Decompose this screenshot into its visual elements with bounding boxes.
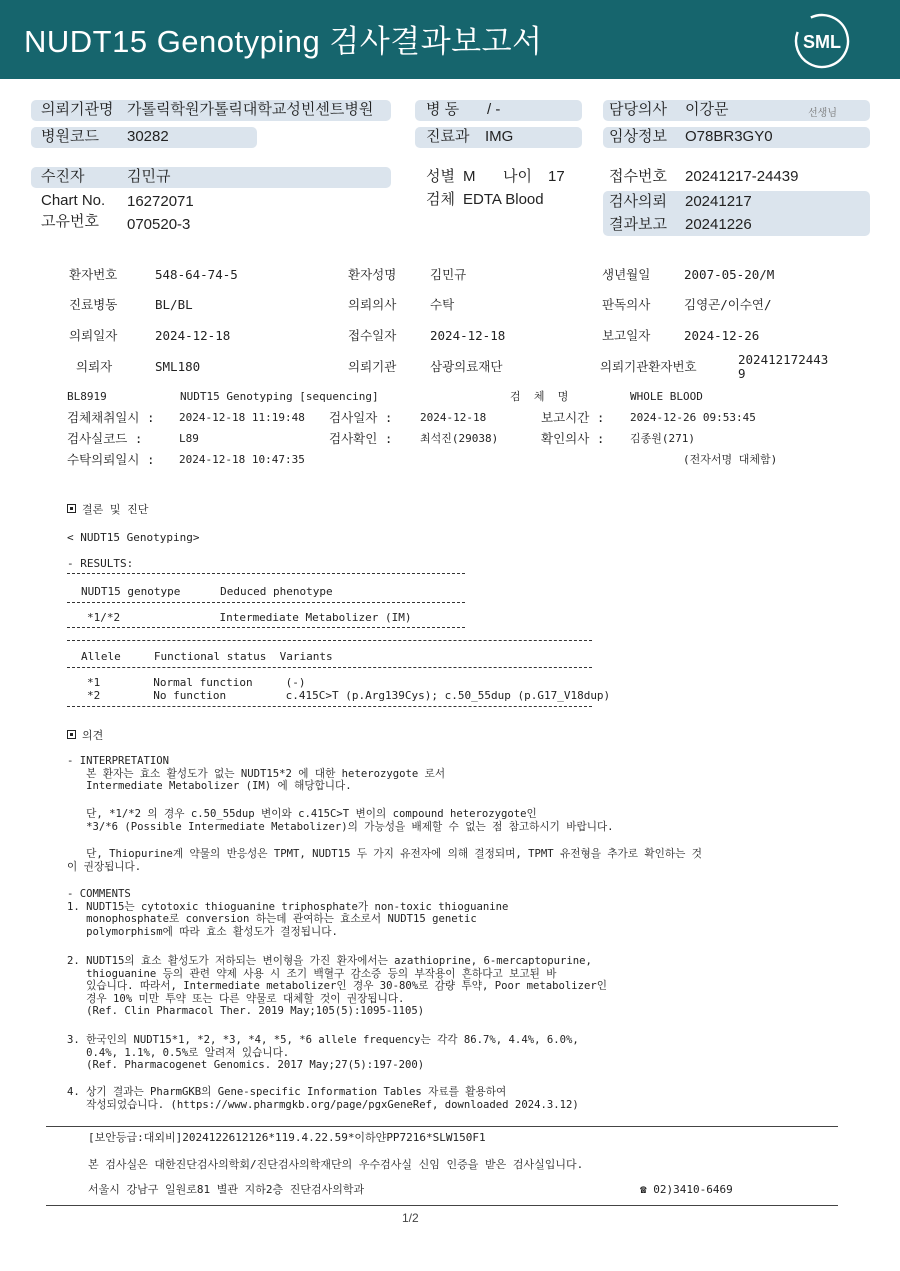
receipt-label: 접수번호 (609, 168, 667, 185)
comment-line: (Ref. Pharmacogenet Genomics. 2017 May;27(5):197-200) (67, 1059, 425, 1072)
institution-value: 가톨릭학원가톨릭대학교성빈센트병원 (127, 101, 374, 118)
grid-label: 보고일자 (602, 328, 651, 343)
grid-value: SML180 (155, 359, 201, 374)
table2-row: *1 Normal function (-) (87, 676, 306, 689)
interpretation-block (67, 848, 702, 873)
institution-label: 의뢰기관명 (41, 101, 114, 118)
doctor-suffix: 선생님 (808, 108, 837, 119)
grid-label: 환자성명 (348, 267, 397, 282)
dept-value: IMG (485, 128, 514, 145)
comment-line: 4. 상기 결과는 PharmGKB의 Gene-specific Information Tables 자료를 활용하여 (67, 1086, 507, 1098)
comments-block (67, 1086, 579, 1111)
grid-label: 의뢰기관환자번호 (600, 359, 697, 374)
phone-line: ☎ 02)3410-6469 (640, 1183, 733, 1196)
ward-value: / - (487, 101, 501, 118)
sml-logo (793, 12, 851, 70)
age-label: 나이 (503, 168, 532, 185)
test-value: 김종원(271) (630, 432, 695, 445)
report-label: 결과보고 (609, 216, 667, 233)
footer-rule (46, 1126, 838, 1127)
grid-label: 진료병동 (69, 297, 118, 312)
test-value: L89 (179, 432, 199, 445)
grid-label: 의뢰의사 (348, 297, 397, 312)
patient-band (31, 167, 391, 188)
results-section-title: 결론 및 진단 (67, 503, 148, 516)
comment-line: (Ref. Clin Pharmacol Ther. 2019 May;105(5):1095-1105) (67, 1005, 425, 1018)
section-bullet-icon (67, 730, 76, 739)
report-value: 20241226 (685, 216, 752, 233)
test-label: 검사일자 : (329, 410, 393, 425)
results-subtitle: < NUDT15 Genotyping> (67, 531, 200, 544)
comment-line: 있습니다. 따라서, Intermediate metabolizer인 경우 30-80%로 감량 투약, Poor metabolizer인 (67, 980, 608, 993)
specimen-name-label: 검 체 명 (510, 390, 569, 403)
test-value: 최석진(29038) (420, 432, 499, 445)
divider (67, 573, 465, 574)
grid-value-wrap: 9 (738, 366, 746, 381)
specimen-label: 검체 (426, 191, 455, 208)
interpretation-line: 이 권장됩니다. (67, 860, 142, 873)
test-value: 2024-12-18 11:19:48 (179, 411, 305, 424)
comment-line: 3. 한국인의 NUDT15*1, *2, *3, *4, *5, *6 allele frequency는 각각 86.7%, 4.4%, 6.0%, (67, 1034, 579, 1046)
comment-line: 2. NUDT15의 효소 활성도가 저하되는 변이형을 가진 환자에서는 azathioprine, 6-mercaptopurine, (67, 955, 592, 967)
grid-value: 김영곤/이수연/ (684, 297, 772, 312)
hospital-code-label: 병원코드 (41, 128, 99, 145)
divider (67, 667, 592, 668)
sex-label: 성별 (426, 168, 455, 185)
page-number: 1/2 (402, 1211, 419, 1225)
divider (67, 602, 465, 603)
opinion-section-title: 의견 (67, 729, 103, 742)
interpretation-line: 본 환자는 효소 활성도가 없는 NUDT15*2 에 대한 heterozygote 로서 (67, 767, 446, 780)
table1-row: *1/*2 Intermediate Metabolizer (IM) (87, 611, 412, 624)
report-title: NUDT15 Genotyping 검사결과보고서 (24, 24, 543, 59)
grid-value: 202412172443 (738, 352, 829, 367)
footer-rule (46, 1205, 838, 1206)
comment-line: 0.4%, 1.1%, 0.5%로 알려져 있습니다. (67, 1046, 290, 1059)
comments-block (67, 1034, 579, 1072)
interpretation-line: 단, *1/*2 의 경우 c.50_55dup 변이와 c.415C>T 변이의 compound heterozygote인 (67, 808, 537, 820)
chart-label: Chart No. (41, 192, 106, 209)
chart-value: 16272071 (127, 193, 194, 210)
comments-label: - COMMENTS (67, 888, 131, 900)
test-label: 보고시간 : (541, 410, 605, 425)
grid-value: BL/BL (155, 297, 193, 312)
doctor-label: 담당의사 (609, 101, 667, 118)
test-code: BL8919 (67, 390, 107, 403)
comment-line: 경우 10% 미만 투약 또는 다른 약물로 대체할 것이 권장됩니다. (67, 992, 405, 1005)
age-value: 17 (548, 168, 565, 185)
test-label: 검사실코드 : (67, 431, 143, 446)
test-value: 2024-12-18 10:47:35 (179, 453, 305, 466)
request-label: 검사의뢰 (609, 193, 667, 210)
divider (67, 706, 592, 707)
interpretation-block (67, 808, 614, 833)
clinical-value: O78BR3GY0 (685, 128, 773, 145)
hospital-code-value: 30282 (127, 128, 169, 145)
grid-label: 의뢰자 (76, 359, 113, 374)
grid-label: 의뢰일자 (69, 328, 118, 343)
comment-line: polymorphism에 따라 효소 활성도가 결정됩니다. (67, 925, 338, 938)
grid-value: 삼광의료재단 (430, 359, 503, 374)
grid-value: 2007-05-20/M (684, 267, 775, 282)
grid-value: 2024-12-26 (684, 328, 760, 343)
patient-label: 수진자 (41, 168, 85, 185)
request-value: 20241217 (685, 193, 752, 210)
patient-value: 김민규 (127, 168, 171, 185)
sex-value: M (463, 168, 476, 185)
unique-value: 070520-3 (127, 216, 191, 233)
grid-label: 판독의사 (602, 297, 651, 312)
comment-line: 1. NUDT15는 cytotoxic thioguanine triphosphate가 non-toxic thioguanine (67, 900, 509, 913)
interpretation-line: Intermediate Metabolizer (IM) 에 해당합니다. (67, 780, 352, 793)
test-name: NUDT15 Genotyping [sequencing] (180, 390, 379, 403)
grid-value: 548-64-74-5 (155, 267, 238, 282)
grid-label: 의뢰기관 (348, 359, 397, 374)
receipt-value: 20241217-24439 (685, 168, 799, 185)
table2-row: *2 No function c.415C>T (p.Arg139Cys); c.50_55dup (p.G17_V18dup) (87, 689, 611, 702)
grid-label: 생년월일 (602, 267, 651, 282)
logo-text: SML (803, 32, 841, 52)
specimen-value: EDTA Blood (463, 191, 544, 208)
test-label: 확인의사 : (541, 431, 605, 446)
specimen-name: WHOLE BLOOD (630, 390, 703, 403)
test-value: 2024-12-18 (420, 411, 487, 424)
interpretation-line: 단, Thiopurine계 약물의 반응성은 TPMT, NUDT15 두 가지 유전자에 의해 결정되며, TPMT 유전형을 추가로 확인하는 것 (67, 848, 702, 860)
divider (67, 640, 592, 641)
interpretation-label: - INTERPRETATION (67, 755, 170, 767)
test-label: 수탁의뢰일시 : (67, 452, 155, 467)
doctor-value: 이강문 (685, 101, 729, 118)
comments-block (67, 955, 607, 1018)
grid-label: 환자번호 (69, 267, 118, 282)
clinical-label: 임상정보 (609, 128, 667, 145)
table2-header: Allele Functional status Variants (81, 650, 333, 663)
interpretation-block (67, 755, 445, 793)
grid-value: 김민규 (430, 267, 467, 282)
unique-label: 고유번호 (41, 213, 99, 230)
comment-line: thioguanine 등의 관련 약제 사용 시 조기 백혈구 감소증 등의 부작용이 흔하다고 보고된 바 (67, 967, 557, 980)
ward-label: 병 동 (426, 101, 460, 118)
grid-label: 접수일자 (348, 328, 397, 343)
divider (67, 627, 465, 628)
grid-value: 2024-12-18 (155, 328, 231, 343)
dept-label: 진료과 (426, 128, 470, 145)
header-banner (0, 0, 900, 79)
interpretation-line: *3/*6 (Possible Intermediate Metabolizer)의 가능성을 배제할 수 없는 점 참고하시기 바랍니다. (67, 820, 614, 833)
comment-line: monophosphate로 conversion 하는데 관여하는 효소로서 NUDT15 genetic (67, 913, 477, 926)
test-value: 2024-12-26 09:53:45 (630, 411, 756, 424)
test-label: 검체채취일시 : (67, 410, 155, 425)
security-line: [보안등급:대외비]2024122612126*119.4.22.59*이하얀PP7216*SLW150F1 (88, 1131, 486, 1144)
comments-block (67, 888, 508, 938)
grid-value: 수탁 (430, 297, 455, 312)
comment-line: 작성되었습니다. (https://www.pharmgkb.org/page/pgxGeneRef, downloaded 2024.3.12) (67, 1098, 579, 1111)
table1-header: NUDT15 genotype Deduced phenotype (81, 585, 333, 598)
grid-value: 2024-12-18 (430, 328, 506, 343)
results-label: - RESULTS: (67, 557, 134, 570)
certification-line: 본 검사실은 대한진단검사의학회/진단검사의학재단의 우수검사실 신임 인증을 받은 검사실입니다. (88, 1158, 584, 1171)
address-line: 서울시 강남구 일원로81 별관 지하2층 진단검사의학과 (88, 1183, 365, 1196)
e-signature-note: (전자서명 대체함) (683, 453, 778, 466)
test-label: 검사확인 : (329, 431, 393, 446)
section-bullet-icon (67, 504, 76, 513)
